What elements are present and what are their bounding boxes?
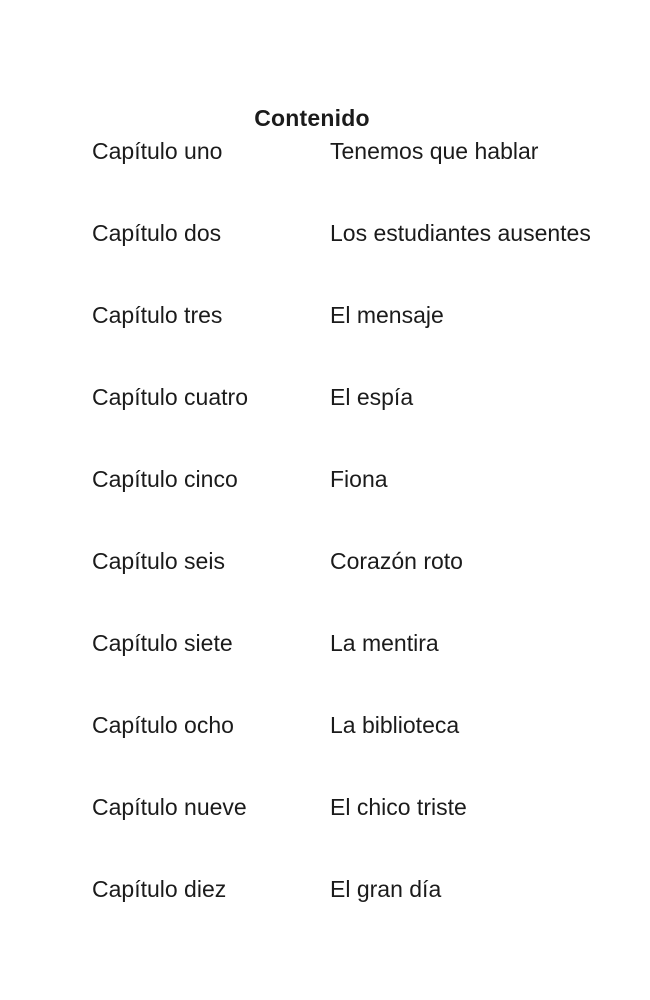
chapter-label: Capítulo tres xyxy=(92,302,223,328)
toc-row xyxy=(92,467,650,549)
toc-row xyxy=(92,713,650,795)
toc-row xyxy=(92,631,650,713)
chapter-title: Corazón roto xyxy=(330,548,463,574)
chapter-title: Los estudiantes ausentes xyxy=(330,220,591,246)
toc-row xyxy=(92,549,650,631)
toc-row xyxy=(92,385,650,467)
chapter-title: La biblioteca xyxy=(330,712,460,738)
page-title: Contenido xyxy=(254,105,370,132)
chapter-label: Capítulo nueve xyxy=(92,794,247,820)
chapter-title: La mentira xyxy=(330,630,439,656)
toc-row xyxy=(92,221,650,303)
chapter-label: Capítulo uno xyxy=(92,138,223,164)
chapter-title: Fiona xyxy=(330,466,388,492)
chapter-title: El gran día xyxy=(330,876,442,902)
toc-row xyxy=(92,795,650,877)
chapter-title: El chico triste xyxy=(330,794,467,820)
chapter-label: Capítulo cinco xyxy=(92,466,238,492)
toc-list xyxy=(92,139,650,959)
chapter-title: Tenemos que hablar xyxy=(330,138,539,164)
chapter-label: Capítulo ocho xyxy=(92,712,234,738)
toc-row xyxy=(92,139,650,221)
chapter-title: El espía xyxy=(330,384,414,410)
chapter-label: Capítulo cuatro xyxy=(92,384,248,410)
chapter-label: Capítulo seis xyxy=(92,548,225,574)
chapter-label: Capítulo siete xyxy=(92,630,233,656)
chapter-label: Capítulo diez xyxy=(92,876,227,902)
toc-row xyxy=(92,303,650,385)
chapter-title: El mensaje xyxy=(330,302,444,328)
toc-row xyxy=(92,877,650,959)
chapter-label: Capítulo dos xyxy=(92,220,222,246)
